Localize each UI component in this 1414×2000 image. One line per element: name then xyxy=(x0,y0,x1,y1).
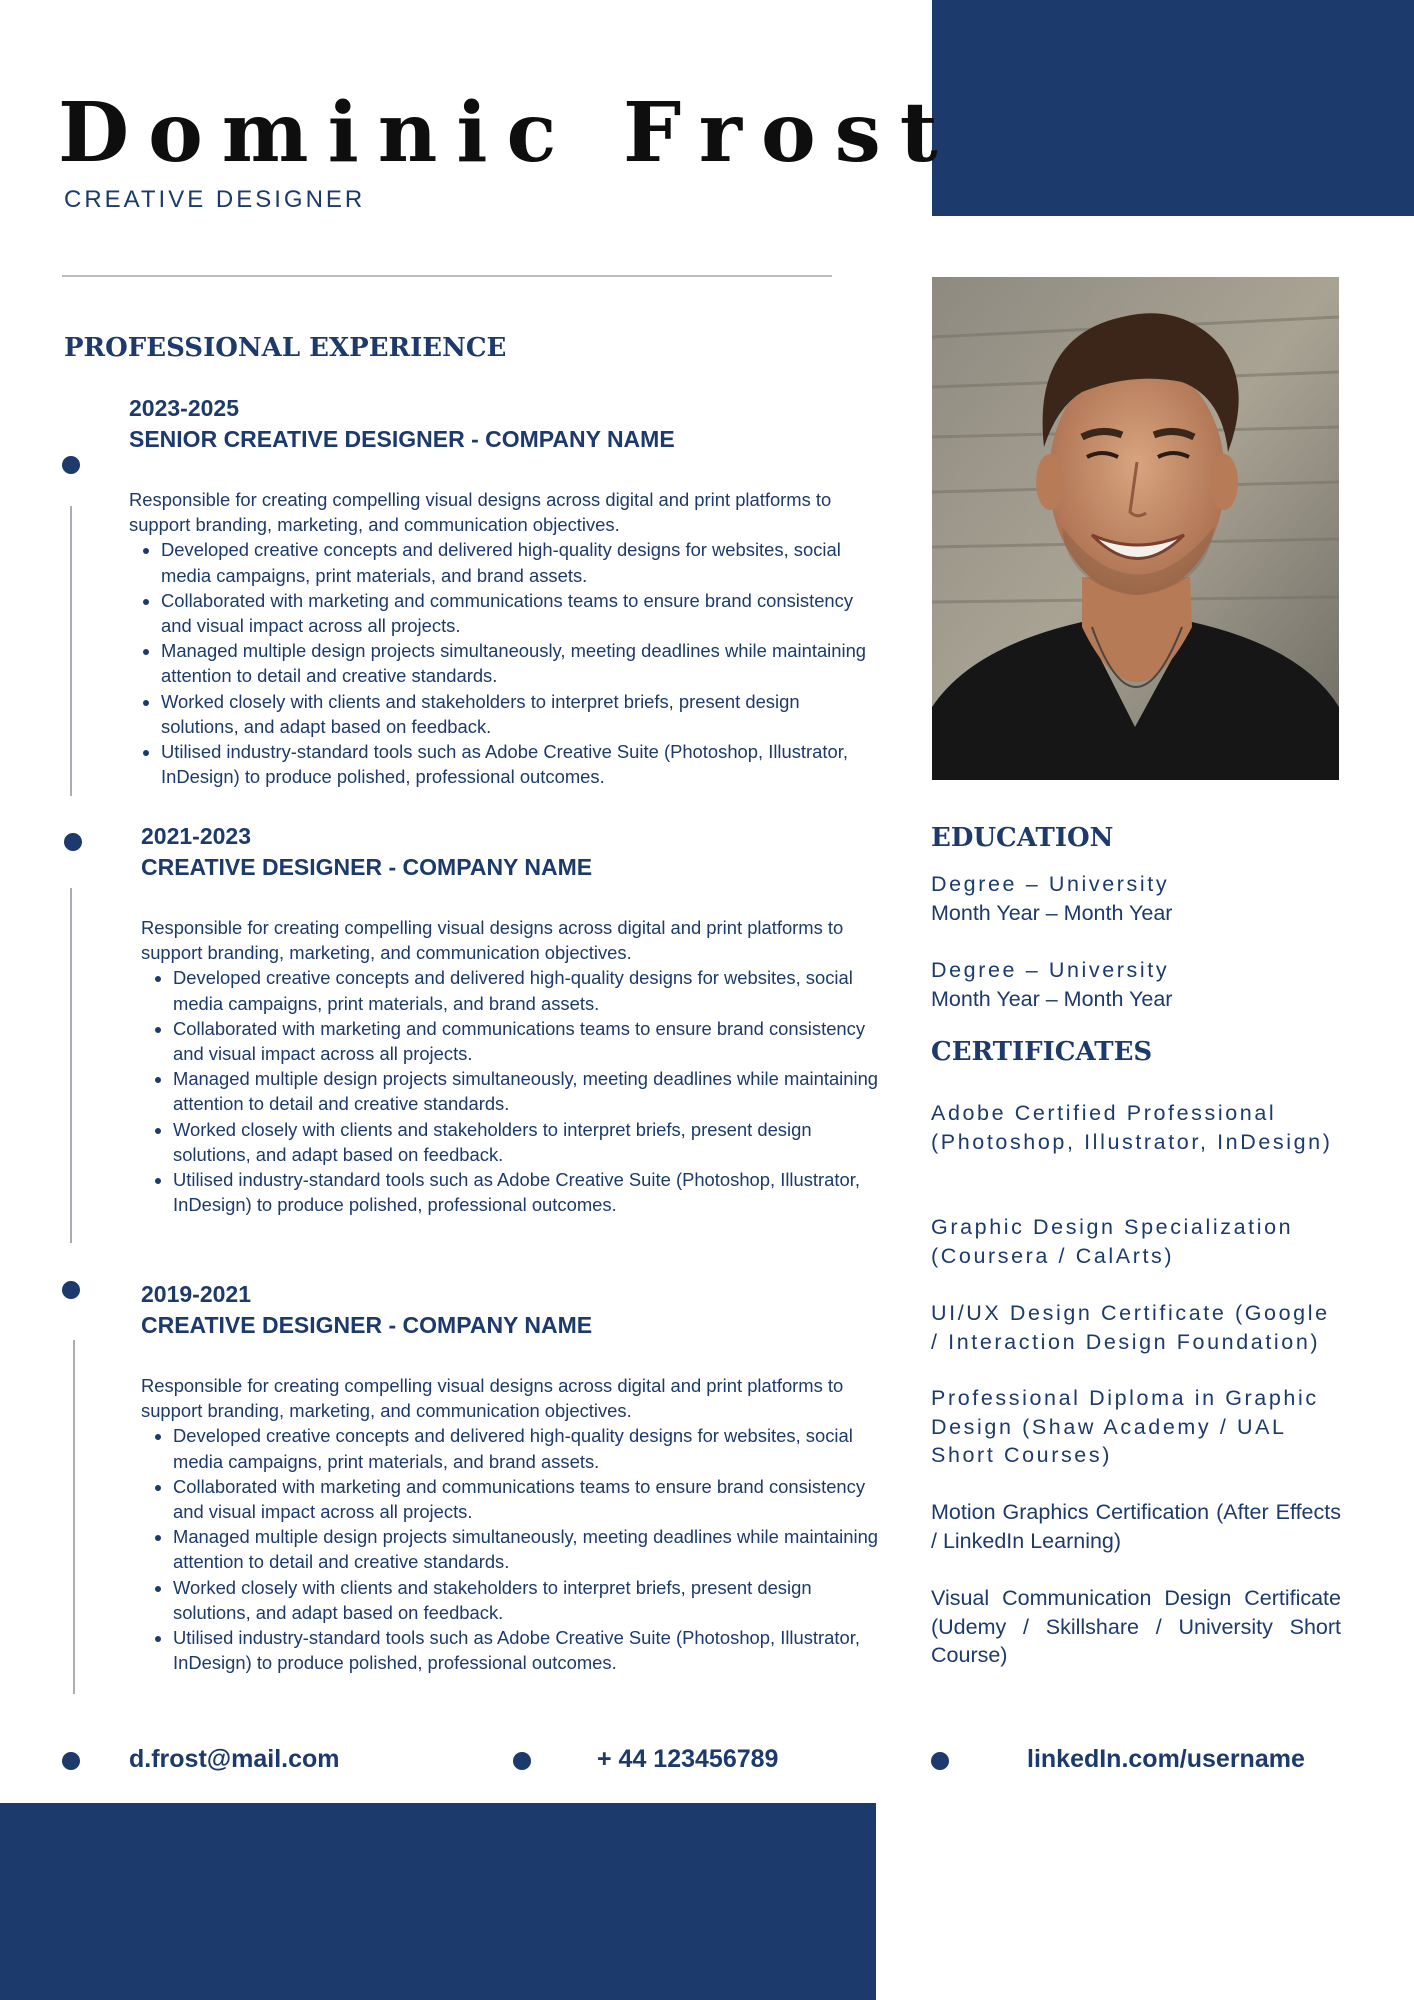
job-years: 2019-2021 xyxy=(141,1281,251,1307)
list-item: • Worked closely with clients and stakeholders to interpret briefs, present design solutions, and adapt based on feedback. xyxy=(161,689,869,739)
job-entry xyxy=(141,1279,881,1675)
job-title: CREATIVE DESIGNER - COMPANY NAME xyxy=(141,1312,593,1338)
list-item: • Managed multiple design projects simultaneously, meeting deadlines while maintaining attention to detail and creative standards. xyxy=(173,1524,881,1574)
list-item: • Managed multiple design projects simultaneously, meeting deadlines while maintaining attention to detail and creative standards. xyxy=(173,1066,881,1116)
header-divider xyxy=(62,275,832,277)
list-item: • Utilised industry-standard tools such as Adobe Creative Suite (Photoshop, Illustrator, InDesign) to produce polished, professional outcomes. xyxy=(173,1625,881,1675)
candidate-role: CREATIVE DESIGNER xyxy=(64,186,366,213)
list-item: • Utilised industry-standard tools such as Adobe Creative Suite (Photoshop, Illustrator, InDesign) to produce polished, professional outcomes. xyxy=(173,1167,881,1217)
timeline-line xyxy=(70,506,72,796)
job-years: 2021-2023 xyxy=(141,823,251,849)
job-bullets xyxy=(141,965,881,1217)
education-dates: Month Year – Month Year xyxy=(931,986,1173,1011)
job-description: Responsible for creating compelling visual designs across digital and print platforms to support branding, marketing, and communication objectives. xyxy=(129,489,832,536)
job-description: Responsible for creating compelling visual designs across digital and print platforms to support branding, marketing, and communication objectives. xyxy=(141,917,844,964)
certificate-item: Visual Communication Design Certificate (Udemy / Skillshare / University Short Course) xyxy=(931,1586,1341,1667)
list-item: • Developed creative concepts and delivered high-quality designs for websites, social media campaigns, print materials, and brand assets. xyxy=(173,965,881,1015)
timeline-dot xyxy=(64,833,82,851)
job-bullets xyxy=(129,537,869,789)
job-title: SENIOR CREATIVE DESIGNER - COMPANY NAME xyxy=(129,426,675,452)
list-item: • Worked closely with clients and stakeholders to interpret briefs, present design solutions, and adapt based on feedback. xyxy=(173,1575,881,1625)
education-entry xyxy=(931,870,1172,927)
job-bullets xyxy=(141,1423,881,1675)
contact-bullet-icon xyxy=(931,1752,949,1770)
list-item: • Utilised industry-standard tools such as Adobe Creative Suite (Photoshop, Illustrator, InDesign) to produce polished, professional outcomes. xyxy=(161,739,869,789)
list-item: • Developed creative concepts and delivered high-quality designs for websites, social media campaigns, print materials, and brand assets. xyxy=(173,1423,881,1473)
certificate-item: Professional Diploma in Graphic Design (Shaw Academy / UAL Short Courses) xyxy=(931,1386,1319,1467)
contact-bullet-icon xyxy=(62,1752,80,1770)
job-years: 2023-2025 xyxy=(129,395,239,421)
phone-number[interactable]: + 44 123456789 xyxy=(597,1745,779,1773)
top-right-accent-block xyxy=(932,0,1414,216)
certificates-heading: CERTIFICATES xyxy=(931,1037,1153,1067)
certificate-item: Graphic Design Specialization (Coursera / CalArts) xyxy=(931,1215,1294,1268)
list-item: • Collaborated with marketing and communications teams to ensure brand consistency and visual impact across all projects. xyxy=(173,1474,881,1524)
education-degree: Degree – University xyxy=(931,872,1170,896)
certificate-item: Adobe Certified Professional (Photoshop, Illustrator, InDesign) xyxy=(931,1101,1333,1154)
timeline-dot xyxy=(62,1281,80,1299)
job-description: Responsible for creating compelling visual designs across digital and print platforms to support branding, marketing, and communication objectives. xyxy=(141,1375,844,1422)
email-link[interactable]: d.frost@mail.com xyxy=(129,1745,340,1773)
education-heading: EDUCATION xyxy=(931,823,1114,853)
job-title: CREATIVE DESIGNER - COMPANY NAME xyxy=(141,854,593,880)
education-degree: Degree – University xyxy=(931,958,1170,982)
timeline-line xyxy=(73,1340,75,1694)
certificate-item: UI/UX Design Certificate (Google / Interaction Design Foundation) xyxy=(931,1301,1330,1354)
education-dates: Month Year – Month Year xyxy=(931,900,1173,925)
linkedin-link[interactable]: linkedIn.com/username xyxy=(1027,1745,1305,1773)
education-entry xyxy=(931,956,1172,1013)
job-entry xyxy=(129,393,869,789)
list-item: • Worked closely with clients and stakeholders to interpret briefs, present design solutions, and adapt based on feedback. xyxy=(173,1117,881,1167)
certificate-item: Motion Graphics Certification (After Effects / LinkedIn Learning) xyxy=(931,1500,1341,1553)
bottom-left-accent-block xyxy=(0,1803,876,2000)
list-item: • Collaborated with marketing and communications teams to ensure brand consistency and visual impact across all projects. xyxy=(173,1016,881,1066)
experience-heading: PROFESSIONAL EXPERIENCE xyxy=(64,333,507,363)
job-entry xyxy=(141,821,881,1217)
list-item: • Collaborated with marketing and communications teams to ensure brand consistency and visual impact across all projects. xyxy=(161,588,869,638)
list-item: • Managed multiple design projects simultaneously, meeting deadlines while maintaining attention to detail and creative standards. xyxy=(161,638,869,688)
timeline-dot xyxy=(62,456,80,474)
timeline-line xyxy=(70,888,72,1243)
profile-photo xyxy=(932,277,1339,780)
candidate-name: Dominic Frost xyxy=(58,85,957,181)
contact-bullet-icon xyxy=(513,1752,531,1770)
list-item: • Developed creative concepts and delivered high-quality designs for websites, social media campaigns, print materials, and brand assets. xyxy=(161,537,869,587)
